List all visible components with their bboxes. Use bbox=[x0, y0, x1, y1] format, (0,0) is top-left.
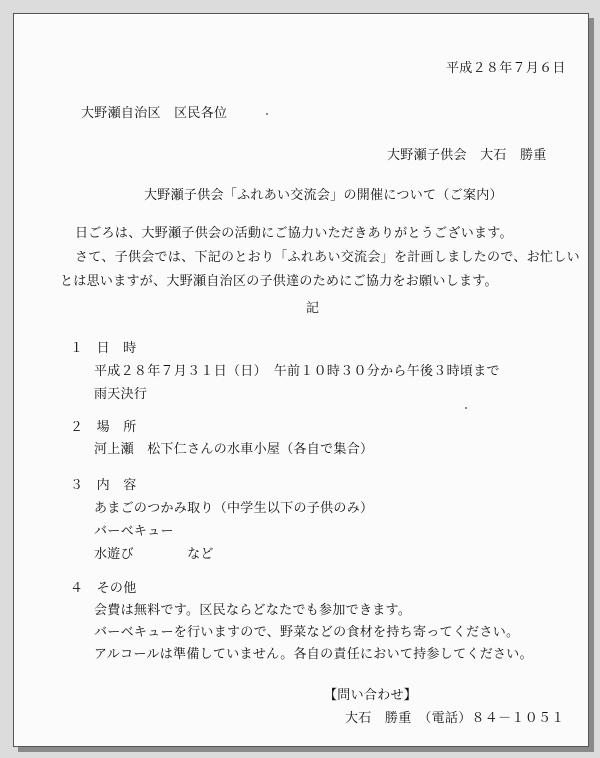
section-3-heading: ３ 内 容 bbox=[70, 478, 137, 493]
intro-line-2: さて、子供会では、下記のとおり「ふれあい交流会」を計画しましたので、お忙しい bbox=[75, 250, 580, 265]
sender-line: 大野瀬子供会 大石 勝重 bbox=[387, 148, 547, 163]
section-4-line-2: バーベキューを行いますので、野菜などの食材を持ち寄ってください。 bbox=[94, 625, 520, 640]
section-2-line-1: 河上瀬 松下仁さんの水車小屋（各自で集合） bbox=[94, 442, 374, 457]
section-1-heading: １ 日 時 bbox=[70, 341, 137, 356]
intro-line-3: とは思いますが、大野瀬自治区の子供達のためにご協力をお願いします。 bbox=[60, 274, 498, 289]
contact-line: 大石 勝重 （電話）８４－１０５１ bbox=[345, 711, 565, 726]
scan-speck bbox=[266, 113, 268, 115]
document-title: 大野瀬子供会「ふれあい交流会」の開催について（ご案内） bbox=[144, 188, 503, 203]
section-3-line-2: バーベキュー bbox=[94, 524, 174, 539]
ki-marker: 記 bbox=[306, 301, 320, 316]
section-1-line-2: 雨天決行 bbox=[94, 387, 148, 402]
section-3-line-1: あまごのつかみ取り（中学生以下の子供のみ） bbox=[94, 501, 374, 516]
document-page bbox=[13, 13, 589, 747]
section-1-line-1: 平成２８年７月３１日（日） 午前１０時３０分から午後３時頃まで bbox=[94, 364, 500, 379]
scan-speck bbox=[465, 407, 467, 409]
section-4-line-3: アルコールは準備していません。各自の責任において持参してください。 bbox=[94, 647, 533, 662]
recipient-line: 大野瀬自治区 区民各位 bbox=[81, 106, 228, 121]
intro-line-1: 日ごろは、大野瀬子供会の活動にご協力いただきありがとうございます。 bbox=[75, 226, 513, 241]
document-date: 平成２８年７月６日 bbox=[446, 61, 566, 76]
section-4-line-1: 会費は無料です。区民ならどなたでも参加できます。 bbox=[94, 603, 412, 618]
section-2-heading: ２ 場 所 bbox=[70, 420, 137, 435]
contact-label: 【問い合わせ】 bbox=[324, 688, 418, 703]
section-3-line-3: 水遊び など bbox=[94, 547, 214, 562]
section-4-heading: ４ その他 bbox=[70, 581, 137, 596]
